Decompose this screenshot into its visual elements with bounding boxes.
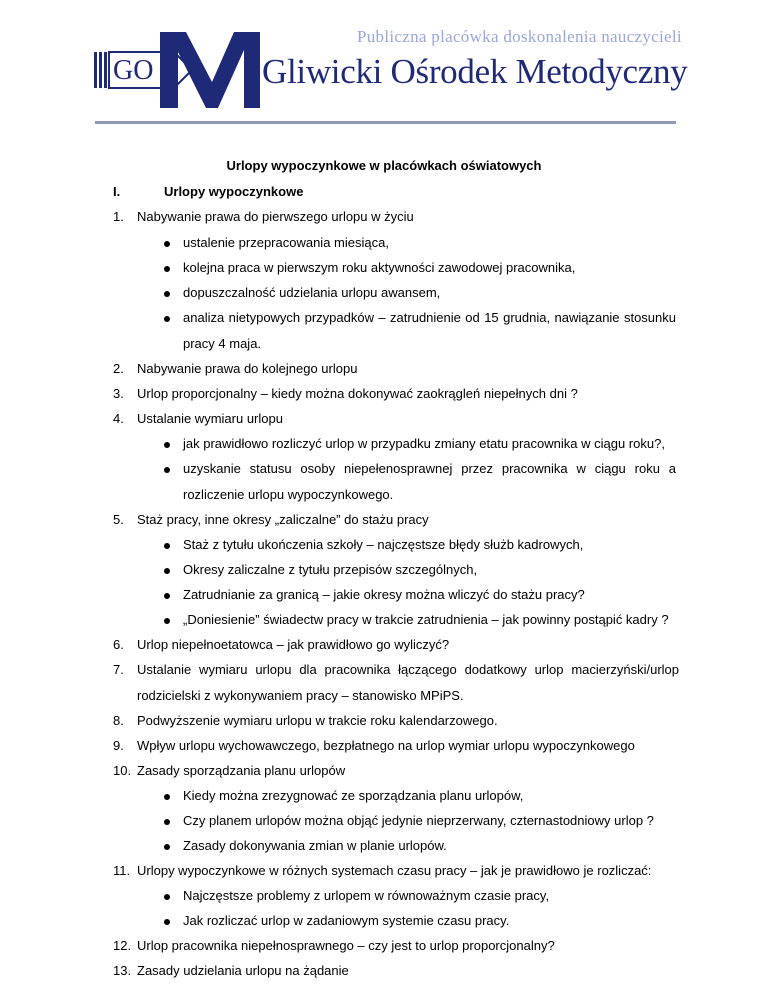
item-number: 1. (113, 209, 124, 224)
bullet-icon (164, 593, 170, 599)
tagline: Publiczna placówka doskonalenia nauczycieli (357, 27, 682, 46)
list-item: Zasady sporządzania planu urlopów (137, 763, 346, 778)
list-item-continued: rodzicielski z wykonywaniem pracy – stanowisko MPiPS. (137, 688, 464, 703)
bullet-icon (164, 819, 170, 825)
item-number: 8. (113, 713, 124, 728)
list-item: Urlop pracownika niepełnosprawnego – czy jest to urlop proporcjonalny? (137, 938, 555, 953)
bullet-icon (164, 794, 170, 800)
bullet-item: kolejna praca w pierwszym roku aktywności zawodowej pracownika, (183, 260, 576, 275)
bullet-item: Zasady dokonywania zmian w planie urlopów. (183, 838, 447, 853)
bullet-item: Kiedy można zrezygnować ze sporządzania planu urlopów, (183, 788, 524, 803)
bullet-item: Okresy zaliczalne z tytułu przepisów szczególnych, (183, 562, 478, 577)
bullet-item: uzyskanie statusu osoby niepełenosprawnej przez pracownika w ciągu roku a (183, 461, 676, 476)
bullet-item: analiza nietypowych przypadków – zatrudnienie od 15 grudnia, nawiązanie stosunku (183, 310, 676, 325)
list-item: Nabywanie prawa do kolejnego urlopu (137, 361, 358, 376)
logo-letters: GO (113, 55, 154, 86)
list-item: Podwyższenie wymiaru urlopu w trakcie roku kalendarzowego. (137, 713, 498, 728)
bullet-icon (164, 291, 170, 297)
item-number: 5. (113, 512, 124, 527)
item-number: 2. (113, 361, 124, 376)
list-item: Urlopy wypoczynkowe w różnych systemach czasu pracy – jak je prawidłowo je rozliczać: (137, 863, 652, 878)
bullet-item-continued: rozliczenie urlopu wypoczynkowego. (183, 487, 394, 502)
section-number: I. (113, 184, 121, 199)
bullet-icon (164, 844, 170, 850)
item-number: 10. (113, 763, 132, 778)
bullet-icon (164, 316, 170, 322)
list-item: Staż pracy, inne okresy „zaliczalne” do stażu pracy (137, 512, 429, 527)
bullet-item: Jak rozliczać urlop w zadaniowym systemie czasu pracy. (183, 913, 510, 928)
bullet-icon (164, 894, 170, 900)
bullet-icon (164, 543, 170, 549)
list-item: Wpływ urlopu wychowawczego, bezpłatnego na urlop wymiar urlopu wypoczynkowego (137, 738, 635, 753)
bullet-icon (164, 618, 170, 624)
bullet-item: Najczęstsze problemy z urlopem w równoważnym czasie pracy, (183, 888, 550, 903)
item-number: 12. (113, 938, 132, 953)
section-heading: Urlopy wypoczynkowe (164, 184, 304, 199)
item-number: 4. (113, 411, 124, 426)
list-item: Urlop niepełnoetatowca – jak prawidłowo go wyliczyć? (137, 637, 450, 652)
org-name: Gliwicki Ośrodek Metodyczny (262, 52, 688, 91)
header-divider (95, 121, 676, 124)
bullet-icon (164, 919, 170, 925)
bullet-item: Czy planem urlopów można objąć jedynie nieprzerwany, czternastodniowy urlop ? (183, 813, 654, 828)
item-number: 9. (113, 738, 124, 753)
document-title: Urlopy wypoczynkowe w placówkach oświatowych (226, 158, 542, 173)
bullet-item: ustalenie przepracowania miesiąca, (183, 235, 389, 250)
bullet-icon (164, 442, 170, 448)
bullet-item: jak prawidłowo rozliczyć urlop w przypadku zmiany etatu pracownika w ciągu roku?, (183, 436, 665, 451)
item-number: 13. (113, 963, 132, 978)
item-number: 3. (113, 386, 124, 401)
list-item: Urlop proporcjonalny – kiedy można dokonywać zaokrągleń niepełnych dni ? (137, 386, 578, 401)
bullet-icon (164, 467, 170, 473)
bullet-item: Zatrudnianie za granicą – jakie okresy można wliczyć do stażu pracy? (183, 587, 585, 602)
list-item: Nabywanie prawa do pierwszego urlopu w życiu (137, 209, 414, 224)
item-number: 7. (113, 662, 124, 677)
list-item: Zasady udzielania urlopu na żądanie (137, 963, 349, 978)
bullet-icon (164, 568, 170, 574)
item-number: 11. (113, 863, 131, 878)
bullet-icon (164, 266, 170, 272)
bullet-item-continued: pracy 4 maja. (183, 336, 262, 351)
item-number: 6. (113, 637, 124, 652)
bullet-item: Staż z tytułu ukończenia szkoły – najczęstsze błędy służb kadrowych, (183, 537, 584, 552)
list-item: Ustalanie wymiaru urlopu (137, 411, 283, 426)
bullet-item: dopuszczalność udzielania urlopu awansem, (183, 285, 441, 300)
bullet-icon (164, 241, 170, 247)
list-item: Ustalanie wymiaru urlopu dla pracownika łączącego dodatkowy urlop macierzyński/urlop (137, 662, 679, 677)
bullet-item: „Doniesienie” świadectw pracy w trakcie zatrudnienia – jak powinny postąpić kadry ? (183, 612, 669, 627)
letterhead (0, 0, 768, 130)
